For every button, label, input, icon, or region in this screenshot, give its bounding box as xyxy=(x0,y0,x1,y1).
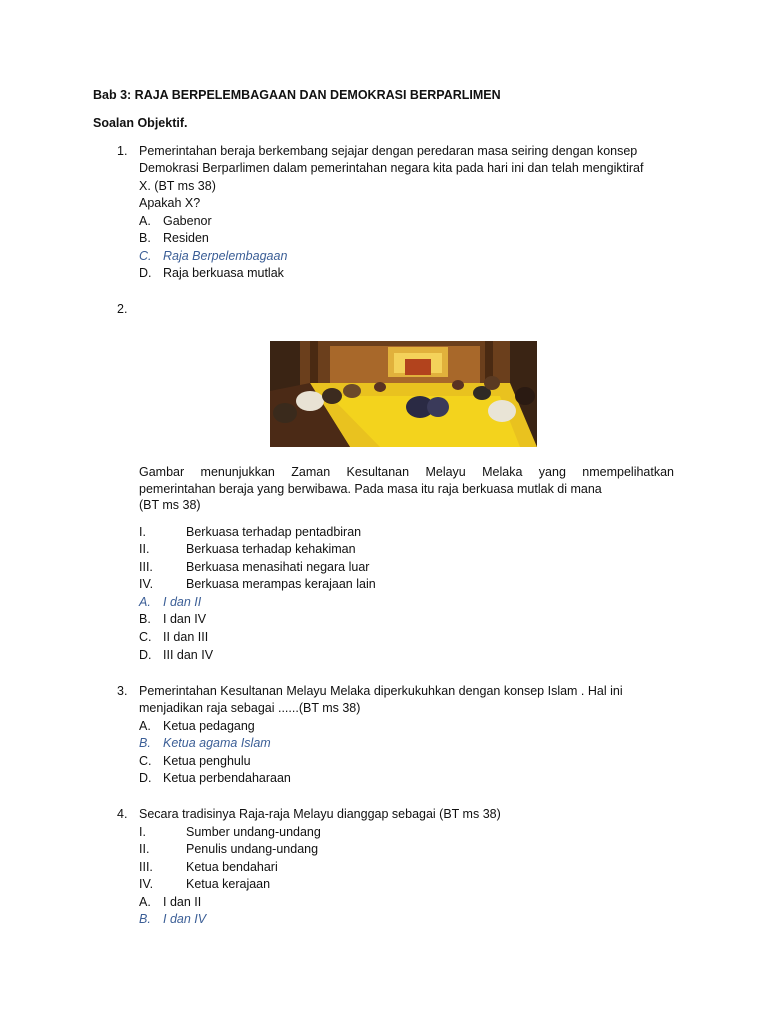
option-letter: A. xyxy=(139,719,151,733)
option-letter: A. xyxy=(139,214,151,228)
option-text: Ketua agama Islam xyxy=(163,736,271,750)
question-text-line: Pemerintahan beraja berkembang sejajar dengan peredaran masa seiring dengan konsep xyxy=(139,144,638,158)
option-b xyxy=(139,611,206,628)
option-text: Ketua perbendaharaan xyxy=(163,771,291,785)
statement-i xyxy=(139,824,321,841)
option-b-answer xyxy=(139,735,271,752)
question-number: 4. xyxy=(117,807,128,821)
statement-iv xyxy=(139,576,376,593)
question-text-line: Pemerintahan Kesultanan Melayu Melaka diperkukuhkan dengan konsep Islam . Hal ini xyxy=(139,684,623,698)
option-text: Ketua pedagang xyxy=(163,719,255,733)
option-b-answer xyxy=(139,911,206,928)
question-prompt: Apakah X? xyxy=(139,196,201,210)
section-heading: Soalan Objektif. xyxy=(93,116,188,130)
option-letter: B. xyxy=(139,231,151,245)
question-text-line: Secara tradisinya Raja-raja Melayu dianggap sebagai (BT ms 38) xyxy=(139,807,501,821)
option-letter: B. xyxy=(139,612,151,626)
question-number: 3. xyxy=(117,684,128,698)
option-text: Residen xyxy=(163,231,209,245)
statement-roman: III. xyxy=(139,560,153,574)
option-letter: B. xyxy=(139,912,151,926)
question-text-line: menjadikan raja sebagai ......(BT ms 38) xyxy=(139,701,361,715)
question-text-line: pemerintahan beraja yang berwibawa. Pada masa itu raja berkuasa mutlak di mana xyxy=(139,482,602,496)
statement-text: Ketua kerajaan xyxy=(186,877,271,891)
option-letter: A. xyxy=(139,595,151,609)
option-text: Ketua penghulu xyxy=(163,754,251,768)
option-a xyxy=(139,718,255,735)
statement-ii xyxy=(139,541,356,558)
option-c xyxy=(139,629,208,646)
option-d xyxy=(139,647,213,664)
palace-court-photo xyxy=(270,341,537,447)
statement-text: Sumber undang-undang xyxy=(186,825,321,839)
statement-text: Ketua bendahari xyxy=(186,860,278,874)
question-number: 1. xyxy=(117,144,128,158)
question-number: 2. xyxy=(117,302,128,316)
statement-iv xyxy=(139,876,270,893)
option-letter: A. xyxy=(139,895,151,909)
option-a-answer xyxy=(139,594,201,611)
question-text-line: (BT ms 38) xyxy=(139,498,201,512)
statement-iii xyxy=(139,559,369,576)
option-b xyxy=(139,230,209,247)
statement-roman: I. xyxy=(139,825,146,839)
option-c-answer xyxy=(139,248,287,265)
option-text: Gabenor xyxy=(163,214,212,228)
statement-roman: IV. xyxy=(139,877,154,891)
option-letter: D. xyxy=(139,771,152,785)
statement-text: Berkuasa menasihati negara luar xyxy=(186,560,370,574)
option-letter: C. xyxy=(139,630,152,644)
statement-text: Berkuasa terhadap kehakiman xyxy=(186,542,356,556)
statement-text: Berkuasa terhadap pentadbiran xyxy=(186,525,362,539)
question-text-line: Gambar menunjukkan Zaman Kesultanan Melayu Melaka yang nmempelihatkan xyxy=(139,465,674,479)
statement-roman: III. xyxy=(139,860,153,874)
option-a xyxy=(139,894,201,911)
option-text: I dan II xyxy=(163,595,202,609)
option-text: III dan IV xyxy=(163,648,214,662)
option-letter: D. xyxy=(139,266,152,280)
statement-roman: I. xyxy=(139,525,146,539)
option-a xyxy=(139,213,212,230)
statement-text: Penulis undang-undang xyxy=(186,842,319,856)
option-text: Raja berkuasa mutlak xyxy=(163,266,284,280)
statement-ii xyxy=(139,841,318,858)
statement-roman: II. xyxy=(139,542,150,556)
option-c xyxy=(139,753,251,770)
option-letter: D. xyxy=(139,648,152,662)
option-text: I dan II xyxy=(163,895,202,909)
option-d xyxy=(139,770,291,787)
statement-roman: II. xyxy=(139,842,150,856)
statement-text: Berkuasa merampas kerajaan lain xyxy=(186,577,376,591)
question-text-line: X. (BT ms 38) xyxy=(139,179,216,193)
option-text: I dan IV xyxy=(163,612,207,626)
chapter-title: Bab 3: RAJA BERPELEMBAGAAN DAN DEMOKRASI BERPARLIMEN xyxy=(93,88,501,102)
statement-i xyxy=(139,524,361,541)
option-letter: C. xyxy=(139,754,152,768)
option-text: II dan III xyxy=(163,630,209,644)
option-letter: C. xyxy=(139,249,152,263)
option-text: Raja Berpelembagaan xyxy=(163,249,288,263)
statement-roman: IV. xyxy=(139,577,154,591)
statement-iii xyxy=(139,859,278,876)
option-d xyxy=(139,265,284,282)
option-text: I dan IV xyxy=(163,912,207,926)
question-text-line: Demokrasi Berparlimen dalam pemerintahan negara kita pada hari ini dan telah mengiktiraf xyxy=(139,161,644,175)
option-letter: B. xyxy=(139,736,151,750)
